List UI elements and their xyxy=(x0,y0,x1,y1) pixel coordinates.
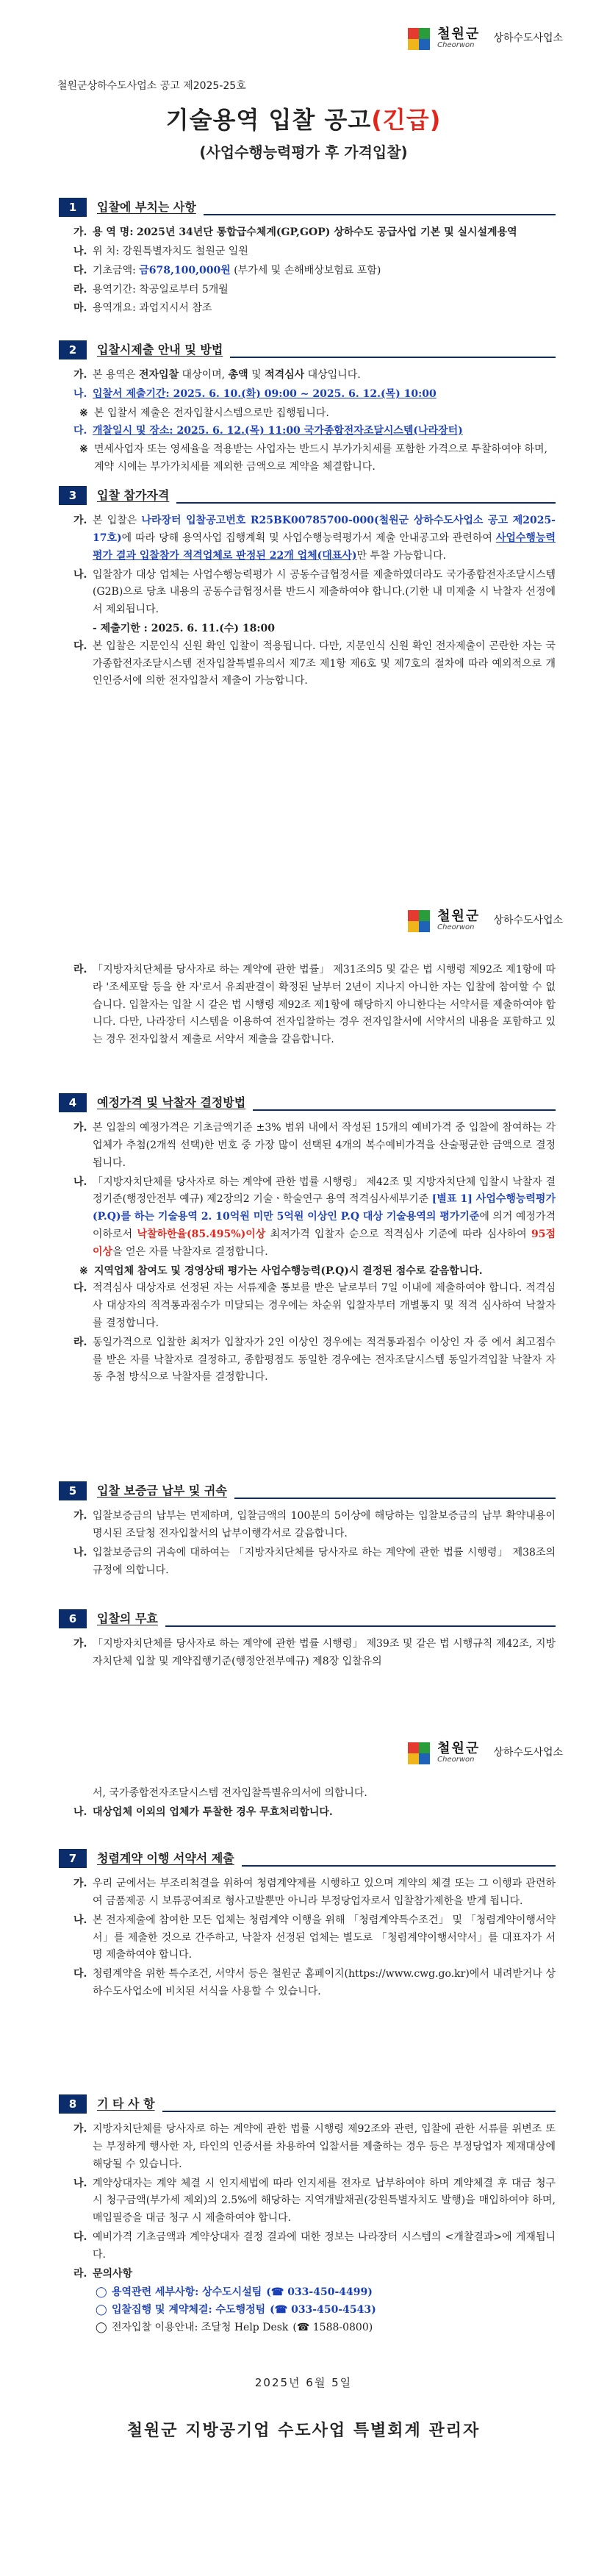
cheorwon-logo-icon xyxy=(408,1742,430,1764)
office-name: 상하수도사업소 xyxy=(493,32,563,45)
logo-english: Cheorwon xyxy=(437,41,475,50)
section-title: 입찰에 부치는 사항 xyxy=(97,200,196,214)
section-6: 6 입찰의 무효 가. 「지방자치단체를 당사자로 하는 계약에 관한 법률 시행령」 제39조 및 같은 법 시행규칙 제42조, 지방자치단체 입찰 및 계약집행기준(행정안전부예규) 제8장 입찰유의 xyxy=(37,1609,570,1672)
cheorwon-logo-icon xyxy=(408,910,430,932)
section-8: 8 기 타 사 항 가. 지방자치단체를 당사자로 하는 계약에 관한 법률 시행령 제92조와 관련, 입찰에 관한 서류를 위변조 또는 부정하게 행사한 자, 타인의 인증서를 차용하여 입찰서를 제출하는 경우 등은 부정당업자 제재대상에 해당될 수 있습니다. 나. 계약상대자는 계약 체결 시 인지세법에 따라 인지세를 전자로 납부하여야 하며 계약체결 후 대금 청구 시 청구금액(부가세 제외)의 2.5%에 해당하는 지역개발채권(강원특별자치도 발행)을 매입하여야 하며, 매입필증을 대금 청구 시 제출하여야 합니다. 다. 예비가격 기초금액과 계약상대자 결정 결과에 대한 정보는 나라장터 시스템의 <개찰결과>에 게재됩니다. 라. 문의사항 ◯ 용역관련 세부사항: 상수도시설팀 (☎ 033-450-4499) ◯ 입찰집행 및 계약체결: 수도행정팀 (☎ 033-450-4543) ◯ 전자입찰 이용안내: 조달청 Help Desk (☎ 1588-0800) 2025년 6월 5일 철원군 지방공기업 수도사업 특별회계 관리자 xyxy=(37,2094,570,2445)
contact-item: ◯ 입찰집행 및 계약체결: 수도행정팀 (☎ 033-450-4543) xyxy=(96,2304,376,2316)
section-1: 1 입찰에 부치는 사항 가. 용 역 명: 2025년 34년단 통합급수체계(GP,GOP) 상하수도 공급사업 기본 및 실시설계용역 나. 위 치: 강원특별자치도 철원군 일원 다. 기초금액: 금678,100,000원 (부가세 및 손해배상보험료 포함) 라. 용역기간: 착공일로부터 5개월 마. 용역개요: 과업지시서 참조 xyxy=(37,197,570,319)
section-6-cont: 서, 국가종합전자조달시스템 전자입찰특별유의서에 의합니다. 나. 대상업체 이외의 업체가 투찰한 경우 무효처리합니다. xyxy=(73,1787,367,1818)
signer: 철원군 지방공기업 수도사업 특별회계 관리자 xyxy=(126,2422,481,2441)
page-1 xyxy=(0,0,607,859)
header-logo: 철원군 Cheorwon 상하수도사업소 xyxy=(408,1742,563,1764)
opening-datetime: 개찰일시 및 장소: 2025. 6. 12.(목) 11:00 국가종합전자조달시스템(나라장터) xyxy=(93,424,463,437)
page-3 xyxy=(0,1717,607,2576)
section-5: 5 입찰 보증금 납부 및 귀속 가. 입찰보증금의 납부는 면제하며, 입찰금액의 100분의 5이상에 해당하는 입찰보증금의 납부 확약내용이 명시된 조달청 전자입찰서의 납부이행각서로 갈음합니다. 나. 입찰보증금의 귀속에 대하여는 「지방자치단체를 당사자로 하는 계약에 관한 법률 시행령」 제38조의 규정에 의합니다. xyxy=(37,1481,570,1581)
section-4: 4 예정가격 및 낙찰자 결정방법 가. 본 입찰의 예정가격은 기초금액기준 ±3% 범위 내에서 작성된 15개의 예비가격 중 입찰에 참여하는 각 업체가 추첨(2개씩 선택)한 번호 중 가장 많이 선택된 4개의 복수예비가격을 산술평균한 금액으로 결정됩니다. 나. 「지방자치단체를 당사자로 하는 계약에 관한 법률 시행령」 제42조 및 지방자치단체 입찰시 낙찰자 결정기준(행정안전부 예규) 제2장의2 기술ㆍ학술연구 용역 적격심사세부기준 [별표 1] 사업수행능력평가(P.Q)를 하는 기술용역 2. 10억원 미만 5억원 이상인 P.Q 대상 기술용역의 평가기준에 의거 예정가격 이하로서 낙찰하한율(85.495%)이상 최저가격 입찰자 순으로 적격심사 기준에 따라 심사하여 95점 이상을 얻은 자를 낙찰자로 결정합니다. ※ 지역업체 참여도 및 경영상태 평가는 사업수행능력(P.Q)시 결정된 점수로 갈음합니다. 다. 적격심사 대상자로 선정된 자는 서류제출 통보를 받은 날로부터 7일 이내에 제출하여야 합니다. 적격심사 대상자의 적격통과점수가 미달되는 경우에는 차순위 입찰자부터 개별통지 및 적격 심사하여 낙찰자를 결정합니다. 라. 동일가격으로 입찰한 최저가 입찰자가 2인 이상인 경우에는 적격통과점수 이상인 자 중 에서 최고점수를 받은 자를 낙찰자로 결정하고, 종합평점도 동일한 경우에는 전자조달시스템 동일가격입찰 낙찰자 자동 추첨 방식으로 낙찰자를 결정합니다. xyxy=(37,1092,570,1388)
bid-submission-period: 입찰서 제출기간: 2025. 6. 10.(화) 09:00 ~ 2025. 6. 12.(목) 10:00 xyxy=(93,387,437,400)
contact-item: ◯ 전자입찰 이용안내: 조달청 Help Desk (☎ 1588-0800) xyxy=(96,2321,373,2333)
section-7: 7 청렴계약 이행 서약서 제출 가. 우리 군에서는 부조리척결을 위하여 청렴계약제를 시행하고 있으며 계약의 체결 또는 그 이행과 관련하여 금품제공 시 보류공여죄로 형사고발뿐만 아니라 부정당업자로서 입찰참가제한을 받게 됩니다. 나. 본 전자제출에 참여한 모든 업체는 청렴계약 이행을 위해 「청렴계약특수조건」 및 「청렴계약이행서약서」를 제출한 것으로 간주하고, 낙찰자 선정된 업체는 별도로 「청렴계약이행서약서」를 대표자가 서명 제출하여야 합니다. 다. 청렴계약을 위한 특수조건, 서약서 등은 철원군 홈페이지(https://www.cwg.go.kr)에서 내려받거나 상하수도사업소에 비치된 서식을 사용할 수 있습니다. xyxy=(37,1848,570,2003)
section-number: 1 xyxy=(59,198,87,217)
logo-korean: 철원군 xyxy=(437,26,481,43)
page-title: 기술용역 입찰 공고(긴급) xyxy=(165,106,442,134)
contact-item: ◯ 용역관련 세부사항: 상수도시설팀 (☎ 033-450-4499) xyxy=(96,2286,373,2299)
notice-number: 철원군상하수도사업소 공고 제2025-25호 xyxy=(57,80,246,92)
section-3-cont: 라. 「지방자치단체를 당사자로 하는 계약에 관한 법률」 제31조의5 및 같은 법 시행령 제92조 제1항에 따라 '조세포탈 등을 한 자'로서 유죄판결이 확정된 날부터 2년이 지나지 아니한 자는 입찰에 참여할 수 없습니다. 입찰자는 입찰 시 같은 법 시행령 제92조 제1항에 해당하지 아니한다는 서약서를 제출하여야 합니다. 다만, 나라장터 시스템을 이용하여 전자입찰하는 경우 전자입찰서에 서약서의 내용을 포함하고 있는 경우 전자입찰서 제출로 서약서 제출을 갈음합니다. xyxy=(73,964,556,1046)
notice-date: 2025년 6월 5일 xyxy=(254,2375,353,2389)
header-logo: 철원군 Cheorwon 상하수도사업소 xyxy=(408,910,563,932)
urgent-label: (긴급) xyxy=(371,106,442,134)
page-2 xyxy=(0,859,607,1717)
header-logo xyxy=(408,28,563,50)
page-subtitle: (사업수행능력평가 후 가격입찰) xyxy=(199,143,408,161)
section-3: 3 입찰 참가자격 가. 본 입찰은 나라장터 입찰공고번호 R25BK00785700-000(철원군 상하수도사업소 공고 제2025-17호)에 따라 당해 용역사업 집행계획 및 사업수행능력평가서 제출 안내공고와 관련하여 사업수행능력 평가 결과 입찰참가 적격업체로 판정된 22개 업체(대표사)만 투찰 가능합니다. 나. 입찰참가 대상 업체는 사업수행능력평가 시 공동수급협정서를 제출하였더라도 국가종합전자조달시스템(G2B)으로 당초 내용의 공동수급협정서를 반드시 제출하여야 합니다.(기한 내 미제출 시 낙찰자 선정에서 제외됩니다. - 제출기한 : 2025. 6. 11.(수) 18:00 다. 본 입찰은 지문인식 신원 확인 입찰이 적용됩니다. 다만, 지문인식 신원 확인 전자제출이 곤란한 자는 국가종합전자조달시스템 전자입찰특별유의서 제7조 제1항 제6호 및 제7호의 절차에 따라 예외적으로 개인인증서에 의한 전자입찰서 제출이 가능합니다. xyxy=(37,485,570,692)
section-2: 2 입찰시제출 안내 및 방법 가. 본 용역은 전자입찰 대상이며, 총액 및 적격심사 대상입니다. 나. 입찰서 제출기간: 2025. 6. 10.(화) 09:00 ~ 2025. 6. 12.(목) 10:00 ※ 본 입찰서 제출은 전자입찰시스템으로만 집행됩니다. 다. 개찰일시 및 장소: 2025. 6. 12.(목) 11:00 국가종합전자조달시스템(나라장터) ※ 면세사업자 또는 영세율을 적용받는 사업자는 반드시 부가가치세를 포함한 가격으로 투찰하여야 하며, 계약 시에는 부가가치세를 제외한 금액으로 계약을 체결합니다. xyxy=(37,340,570,476)
cheorwon-logo-icon xyxy=(408,28,430,50)
